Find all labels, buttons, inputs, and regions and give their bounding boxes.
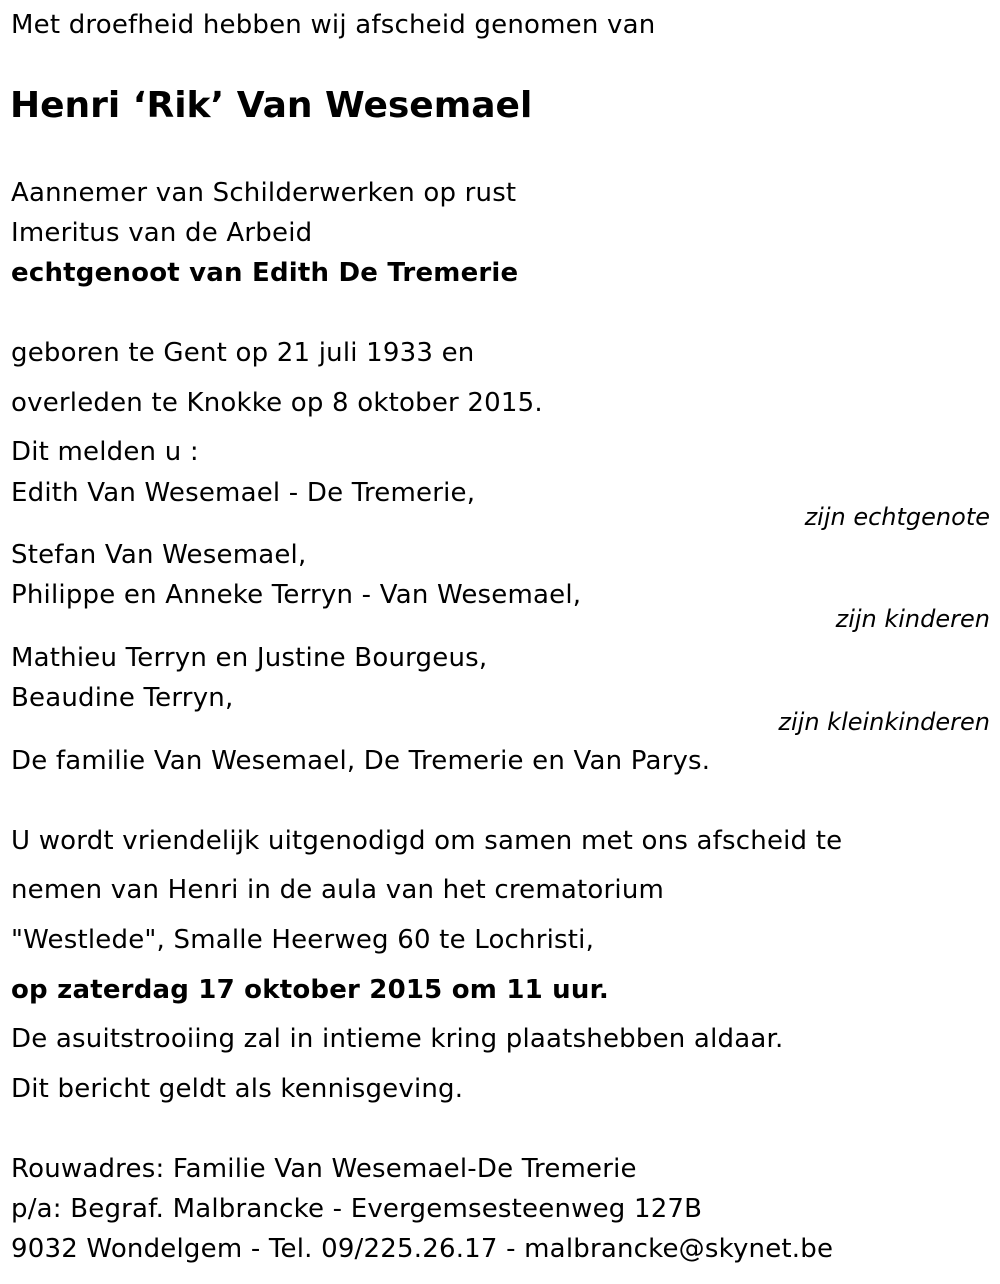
- ceremony-location: "Westlede", Smalle Heerweg 60 te Lochristi,: [11, 925, 595, 955]
- children-relation: zijn kinderen: [835, 605, 990, 633]
- child-name: Philippe en Anneke Terryn - Van Wesemael,: [11, 580, 582, 610]
- grandchild-name: Beaudine Terryn,: [11, 683, 234, 713]
- died-line: overleden te Knokke op 8 oktober 2015.: [11, 388, 543, 418]
- announce-intro: Dit melden u :: [11, 437, 199, 467]
- families-line: De familie Van Wesemael, De Tremerie en Van Parys.: [11, 746, 711, 776]
- spouse-relation: zijn echtgenote: [804, 503, 990, 531]
- scattering-line: De asuitstrooiing zal in intieme kring plaatshebben aldaar.: [11, 1024, 784, 1054]
- grandchildren-relation: zijn kleinkinderen: [778, 708, 990, 736]
- contact-line: 9032 Wondelgem - Tel. 09/225.26.17 - malbrancke@skynet.be: [11, 1234, 834, 1264]
- title-line: Imeritus van de Arbeid: [11, 218, 313, 248]
- child-name: Stefan Van Wesemael,: [11, 540, 307, 570]
- notice-line: Dit bericht geldt als kennisgeving.: [11, 1074, 464, 1104]
- title-line: Aannemer van Schilderwerken op rust: [11, 178, 517, 208]
- ceremony-date: op zaterdag 17 oktober 2015 om 11 uur.: [11, 975, 609, 1005]
- born-line: geboren te Gent op 21 juli 1933 en: [11, 338, 475, 368]
- spouse-name: Edith Van Wesemael - De Tremerie,: [11, 478, 476, 508]
- undertaker-address: p/a: Begraf. Malbrancke - Evergemsesteenweg 127B: [11, 1194, 703, 1224]
- grandchild-name: Mathieu Terryn en Justine Bourgeus,: [11, 643, 488, 673]
- mourning-address: Rouwadres: Familie Van Wesemael-De Tremerie: [11, 1154, 637, 1184]
- spouse-line: echtgenoot van Edith De Tremerie: [11, 258, 519, 288]
- ceremony-line: nemen van Henri in de aula van het crematorium: [11, 875, 665, 905]
- deceased-name: Henri ‘Rik’ Van Wesemael: [10, 85, 533, 126]
- ceremony-line: U wordt vriendelijk uitgenodigd om samen met ons afscheid te: [11, 826, 843, 856]
- intro-text: Met droefheid hebben wij afscheid genomen van: [11, 10, 656, 40]
